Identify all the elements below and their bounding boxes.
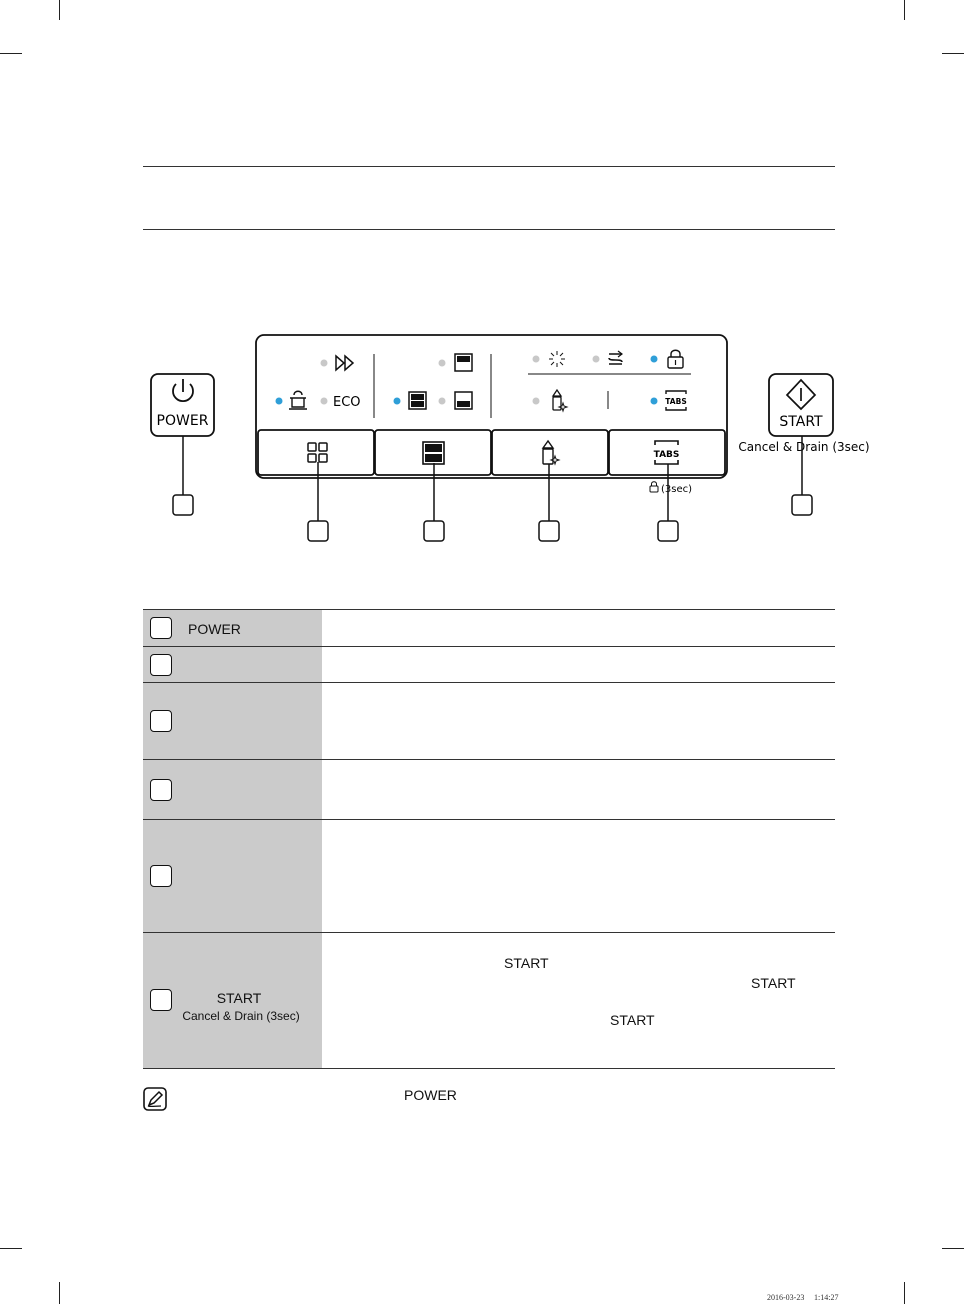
row-label-cell xyxy=(143,647,322,683)
start-button[interactable] xyxy=(769,374,833,436)
table-row xyxy=(143,682,835,760)
row-label-cell xyxy=(143,820,322,933)
row-label: POWER xyxy=(188,621,241,637)
row-label: START xyxy=(216,990,262,1006)
callout-badge xyxy=(658,521,678,541)
crop-mark xyxy=(59,1282,60,1304)
start-inline-2: START xyxy=(751,975,796,991)
description-table xyxy=(143,609,835,1068)
power-label: POWER xyxy=(156,413,209,429)
eco-label: ECO xyxy=(333,395,361,410)
start-inline-1: START xyxy=(504,955,549,971)
indicator-upper-rack xyxy=(439,360,446,367)
lock-icon xyxy=(650,482,658,492)
crop-mark xyxy=(904,1282,905,1304)
indicator-lower-rack xyxy=(439,398,446,405)
row-label-cell xyxy=(143,760,322,820)
lower-rack-icon xyxy=(455,392,472,409)
callout-badge xyxy=(150,865,172,887)
table-row xyxy=(143,759,835,820)
crop-mark xyxy=(942,1248,964,1249)
indicator-both-racks xyxy=(394,398,401,405)
program-button[interactable] xyxy=(258,430,374,475)
power-button[interactable] xyxy=(151,374,214,436)
indicator-tabs xyxy=(651,398,658,405)
callout-badge xyxy=(539,521,559,541)
lock-hold-caption: (3sec) xyxy=(661,484,693,495)
indicator-dry xyxy=(533,398,540,405)
upper-rack-icon xyxy=(455,354,472,371)
indicator-salt xyxy=(593,356,600,363)
table-row xyxy=(143,609,835,647)
both-racks-icon xyxy=(409,392,426,409)
callout-badge xyxy=(150,654,172,676)
note-inline-power: POWER xyxy=(404,1087,457,1103)
start-inline-3: START xyxy=(610,1012,655,1028)
print-timestamp: 2016-03-23 ﾠ1:14:27 xyxy=(767,1293,839,1302)
callout-badge xyxy=(173,495,193,515)
indicator-rinse-aid xyxy=(533,356,540,363)
tabs-icon-label: TABS xyxy=(665,397,687,406)
callout-badge xyxy=(792,495,812,515)
start-sub-label: Cancel & Drain (3sec) xyxy=(738,440,870,454)
callout-badge xyxy=(424,521,444,541)
control-panel-diagram xyxy=(0,0,964,560)
indicator-fast xyxy=(321,360,328,367)
row-label-cell xyxy=(143,933,322,1068)
row-label-cell xyxy=(143,683,322,760)
callout-badge xyxy=(150,710,172,732)
note-icon xyxy=(143,1087,167,1111)
start-label: START xyxy=(779,414,823,430)
crop-mark xyxy=(0,1248,22,1249)
indicator-eco xyxy=(321,398,328,405)
table-row xyxy=(143,646,835,683)
callout-badge xyxy=(150,779,172,801)
table-row xyxy=(143,819,835,933)
row-sub-label: Cancel & Drain (3sec) xyxy=(182,1009,300,1023)
table-row xyxy=(143,932,835,1069)
row-label-cell xyxy=(143,610,322,647)
callout-badge xyxy=(308,521,328,541)
indicator-pots[interactable] xyxy=(276,398,283,405)
rack-zone-icon xyxy=(423,442,444,464)
callout-badge xyxy=(150,617,172,639)
indicator-lock xyxy=(651,356,658,363)
tabs-button-label: TABS xyxy=(653,450,680,460)
